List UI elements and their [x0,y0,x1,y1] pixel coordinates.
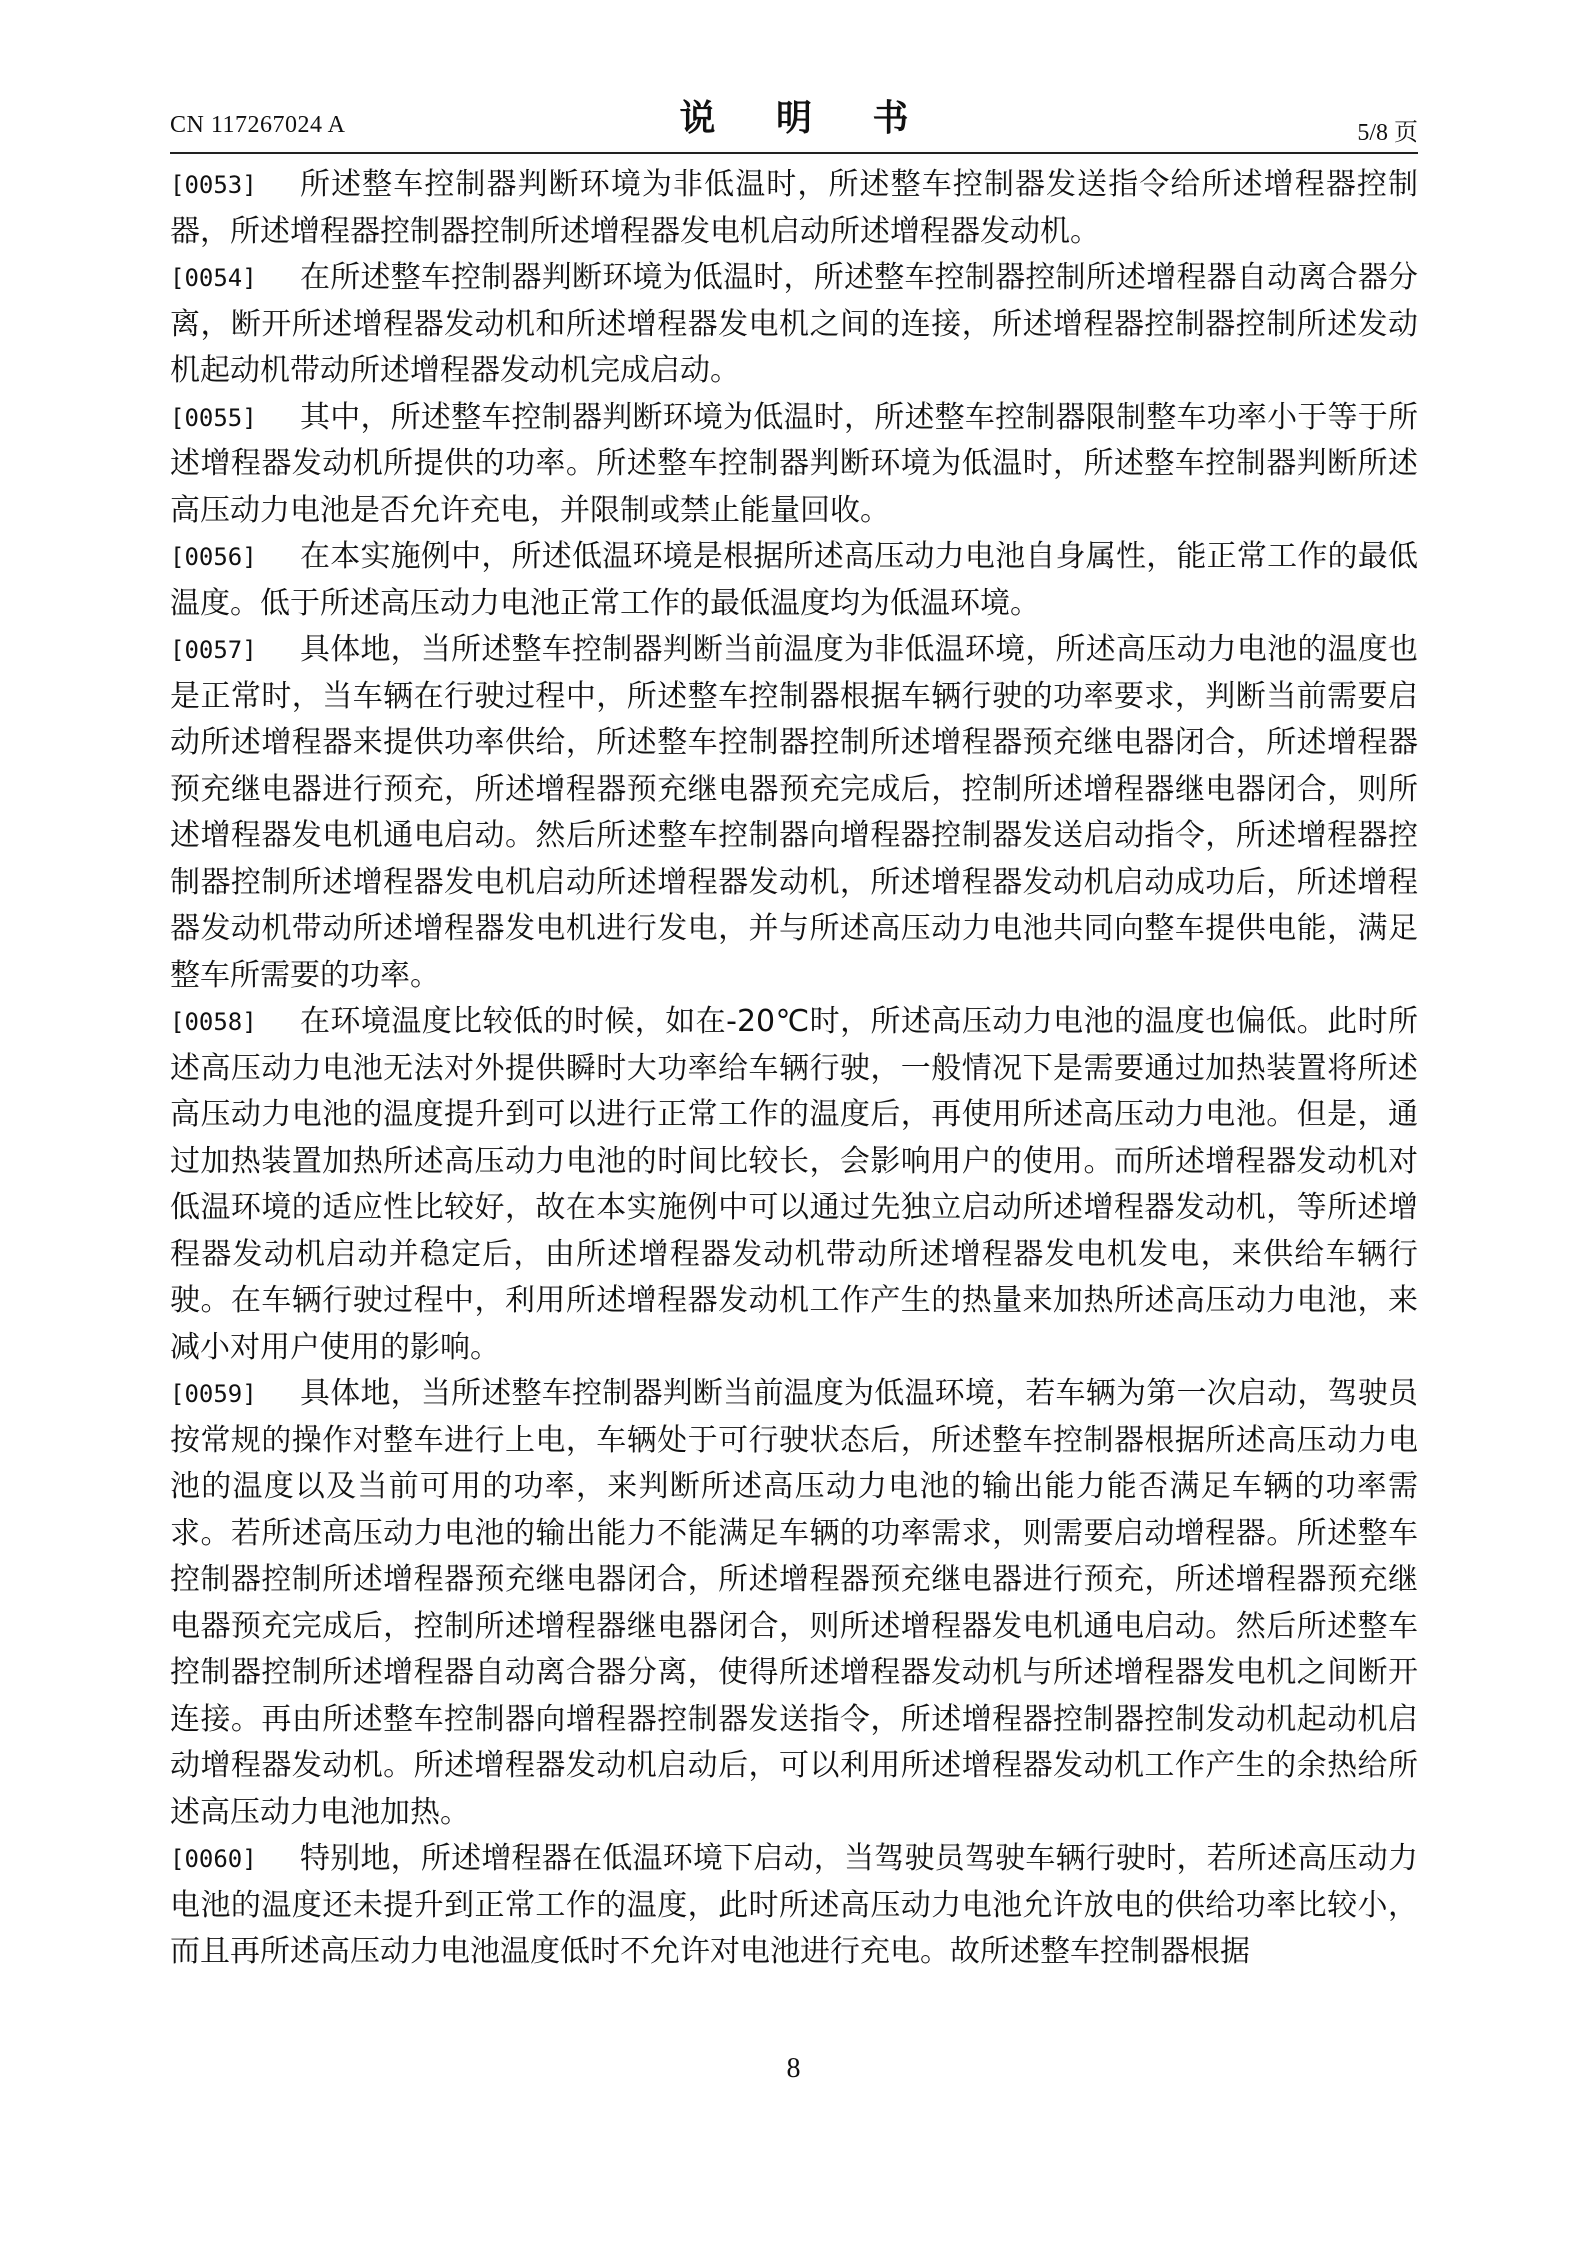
paragraph-number: [0058] [170,1008,257,1036]
paragraph-text: 在环境温度比较低的时候，如在-20℃时，所述高压动力电池的温度也偏低。此时所述高压动力电池无法对外提供瞬时大功率给车辆行驶，一般情况下是需要通过加热装置将所述高压动力电池的温度提升到可以进行正常工作的温度后，再使用所述高压动力电池。但是，通过加热装置加热所述高压动力电池的时间比较长，会影响用户的使用。而所述增程器发动机对低温环境的适应性比较好，故在本实施例中可以通过先独立启动所述增程器发动机，等所述增程器发动机启动并稳定后，由所述增程器发动机带动所述增程器发电机发电，来供给车辆行驶。在车辆行驶过程中，利用所述增程器发动机工作产生的热量来加热所述高压动力电池，来减小对用户使用的影响。 [170,1004,1418,1365]
paragraph-0056 [170,534,1418,627]
paragraph-text: 具体地，当所述整车控制器判断当前温度为非低温环境，所述高压动力电池的温度也是正常时，当车辆在行驶过程中，所述整车控制器根据车辆行驶的功率要求，判断当前需要启动所述增程器来提供功率供给，所述整车控制器控制所述增程器预充继电器闭合，所述增程器预充继电器进行预充，所述增程器预充继电器预充完成后，控制所述增程器继电器闭合，则所述增程器发电机通电启动。然后所述整车控制器向增程器控制器发送启动指令，所述增程器控制器控制所述增程器发电机启动所述增程器发动机，所述增程器发动机启动成功后，所述增程器发动机带动所述增程器发电机进行发电，并与所述高压动力电池共同向整车提供电能，满足整车所需要的功率。 [170,632,1418,993]
paragraph-number: [0057] [170,636,257,664]
paragraph-0060 [170,1836,1418,1976]
paragraph-number: [0054] [170,264,257,292]
page-header [170,90,1418,150]
paragraph-text: 特别地，所述增程器在低温环境下启动，当驾驶员驾驶车辆行驶时，若所述高压动力电池的温度还未提升到正常工作的温度，此时所述高压动力电池允许放电的供给功率比较小，而且再所述高压动力电池温度低时不允许对电池进行充电。故所述整车控制器根据 [170,1841,1418,1969]
paragraph-number: [0059] [170,1380,257,1408]
paragraph-number: [0053] [170,171,257,199]
paragraph-text: 具体地，当所述整车控制器判断当前温度为低温环境，若车辆为第一次启动，驾驶员按常规的操作对整车进行上电，车辆处于可行驶状态后，所述整车控制器根据所述高压动力电池的温度以及当前可用的功率，来判断所述高压动力电池的输出能力能否满足车辆的功率需求。若所述高压动力电池的输出能力不能满足车辆的功率需求，则需要启动增程器。所述整车控制器控制所述增程器预充继电器闭合，所述增程器预充继电器进行预充，所述增程器预充继电器预充完成后，控制所述增程器继电器闭合，则所述增程器发电机通电启动。然后所述整车控制器控制所述增程器自动离合器分离，使得所述增程器发动机与所述增程器发电机之间断开连接。再由所述整车控制器向增程器控制器发送指令，所述增程器控制器控制发动机起动机启动增程器发动机。所述增程器发动机启动后，可以利用所述增程器发动机工作产生的余热给所述高压动力电池加热。 [170,1376,1418,1830]
paragraph-0055 [170,395,1418,535]
paragraph-0053 [170,162,1418,255]
paragraph-number: [0055] [170,403,257,432]
paragraph-0059 [170,1371,1418,1836]
paragraph-text: 所述整车控制器判断环境为非低温时，所述整车控制器发送指令给所述增程器控制器，所述增程器控制器控制所述增程器发电机启动所述增程器发动机。 [170,167,1418,249]
paragraph-number: [0056] [170,543,257,571]
paragraph-number: [0060] [170,1845,257,1873]
page-number: 8 [786,2053,801,2084]
paragraph-text: 在本实施例中，所述低温环境是根据所述高压动力电池自身属性，能正常工作的最低温度。低于所述高压动力电池正常工作的最低温度均为低温环境。 [170,539,1418,621]
patent-number: CN 117267024 A [170,112,346,138]
page-indicator: 5/8 页 [1357,120,1418,146]
document-body [170,162,1418,1976]
paragraph-0058 [170,999,1418,1371]
paragraph-text: 其中，所述整车控制器判断环境为低温时，所述整车控制器限制整车功率小于等于所述增程器发动机所提供的功率。所述整车控制器判断环境为低温时，所述整车控制器判断所述高压动力电池是否允许充电，并限制或禁止能量回收。 [170,399,1418,528]
paragraph-text: 在所述整车控制器判断环境为低温时，所述整车控制器控制所述增程器自动离合器分离，断开所述增程器发动机和所述增程器发电机之间的连接，所述增程器控制器控制所述发动机起动机带动所述增程器发动机完成启动。 [170,260,1418,388]
paragraph-0057 [170,627,1418,999]
header-rule [170,152,1418,154]
document-title: 说 明 书 [679,98,933,139]
paragraph-0054 [170,255,1418,395]
